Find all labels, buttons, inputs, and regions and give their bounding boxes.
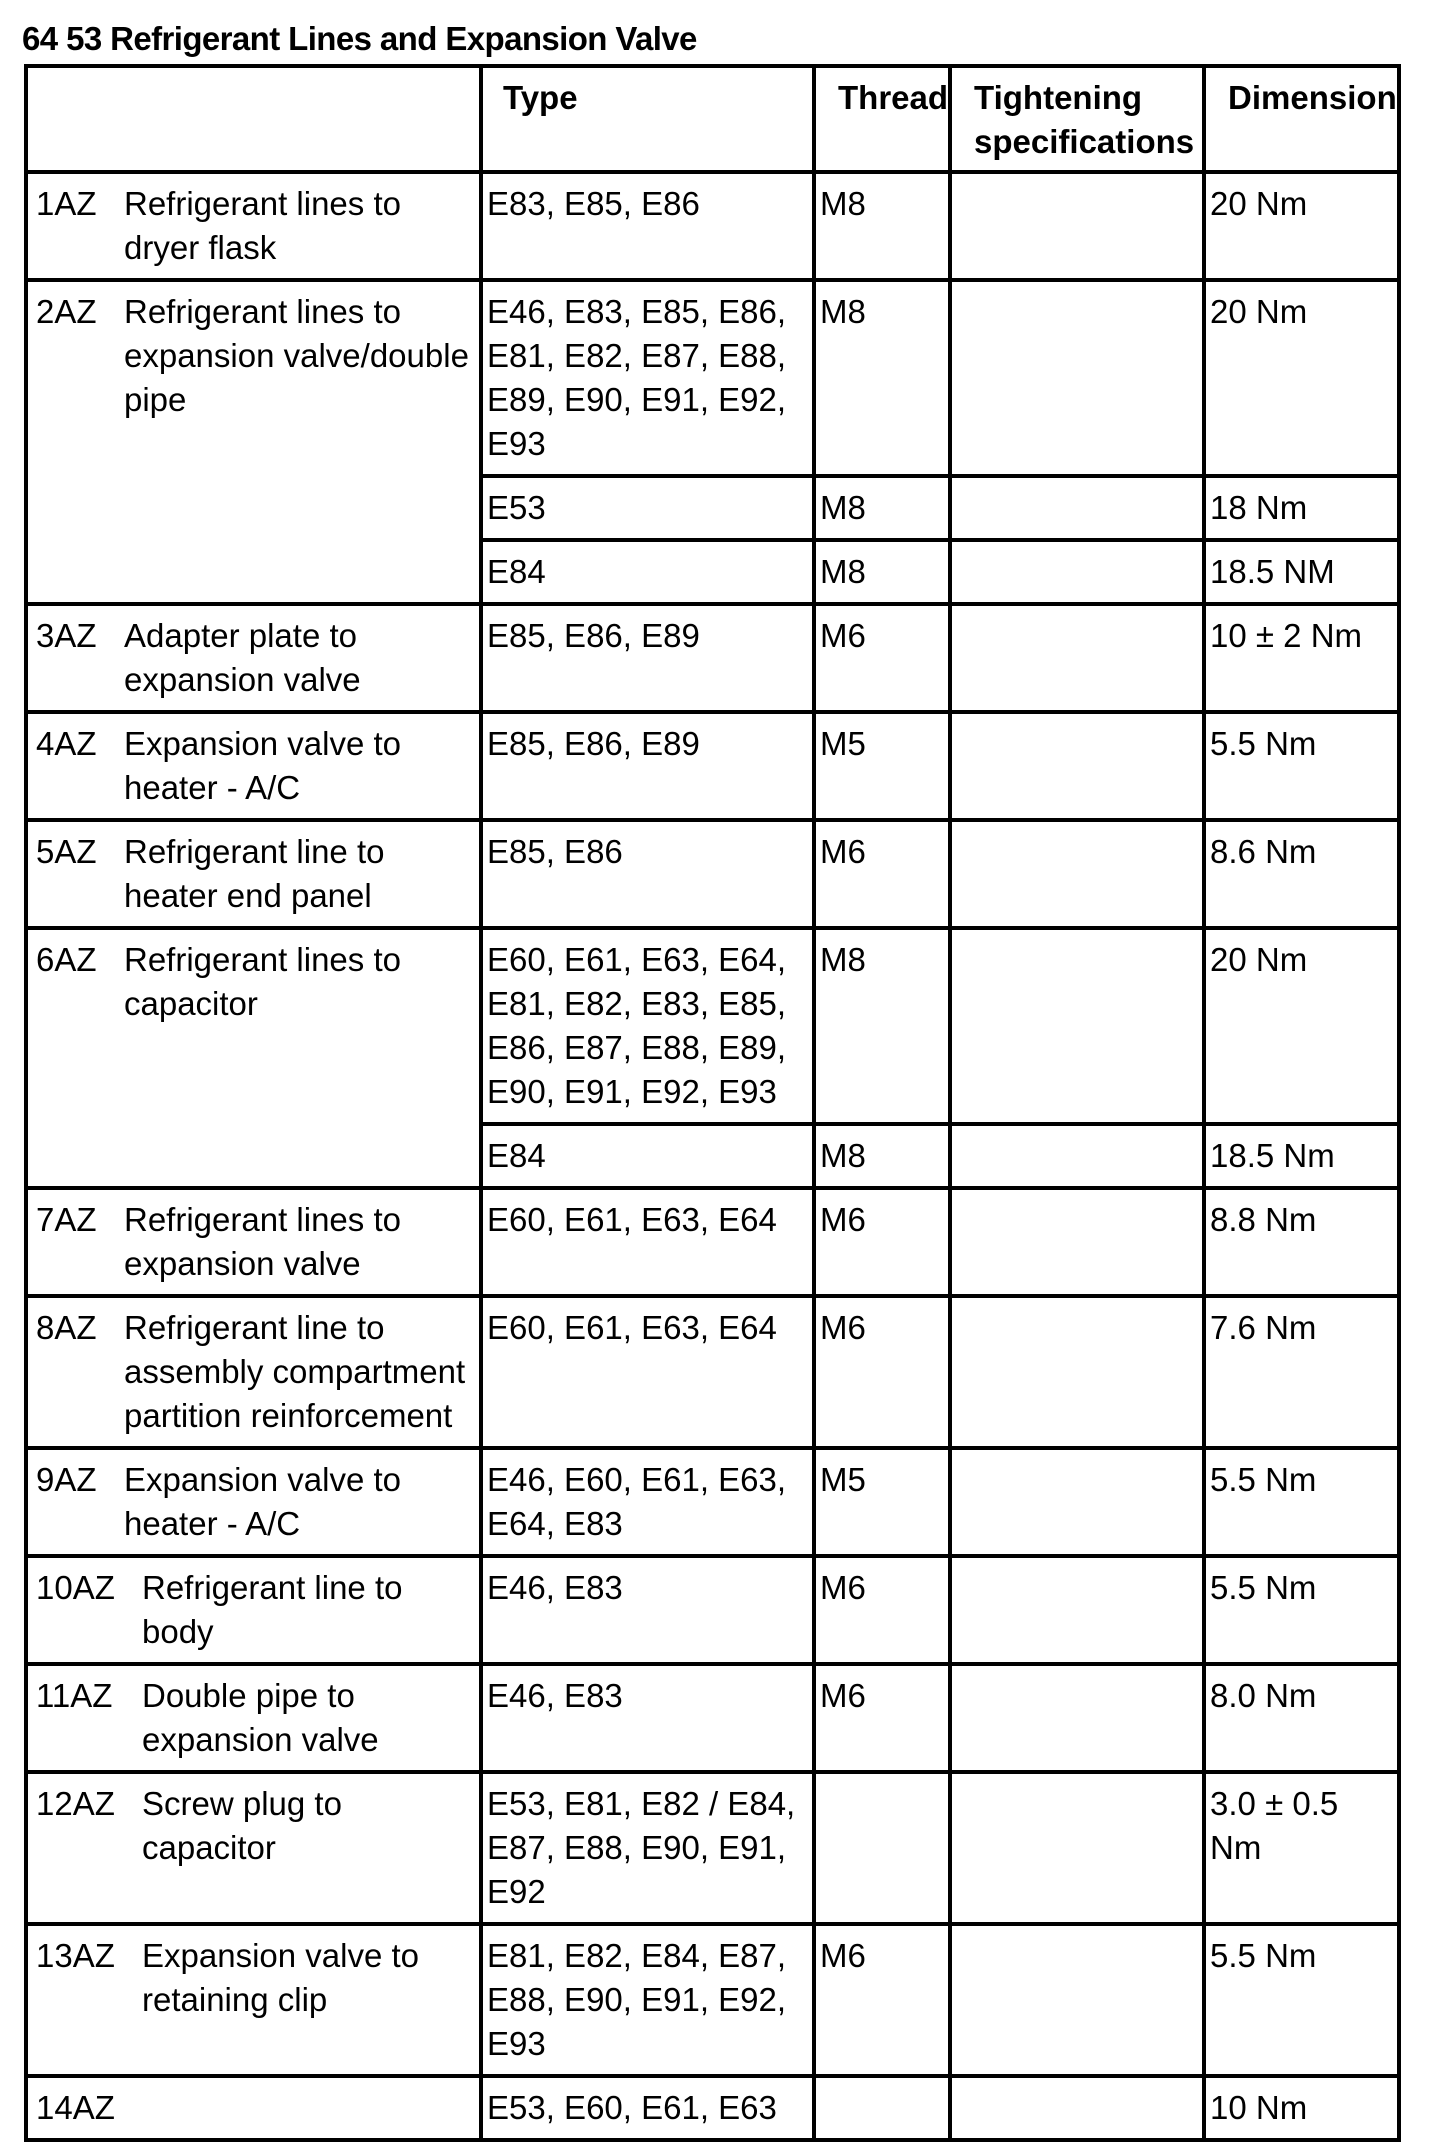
item-number: 3AZ — [36, 617, 97, 654]
dimension-cell — [1204, 540, 1399, 604]
table-row — [26, 172, 1399, 280]
item-description: Refrigerant lines to capacitor — [124, 941, 401, 1022]
item-number: 8AZ — [36, 1309, 97, 1346]
tightening-cell-text — [952, 822, 1202, 838]
thread-cell-text: M6 — [820, 1677, 866, 1714]
table-row — [26, 1772, 1399, 1924]
item-cell — [26, 820, 481, 928]
tightening-cell — [950, 1188, 1204, 1296]
tightening-cell-text — [952, 1666, 1202, 1682]
tightening-cell-text — [952, 1926, 1202, 1942]
tightening-cell-text — [952, 174, 1202, 190]
tightening-cell — [950, 712, 1204, 820]
thread-cell — [814, 476, 950, 540]
tightening-cell — [950, 280, 1204, 476]
thread-cell-text: M6 — [820, 1937, 866, 1974]
item-cell — [26, 2076, 481, 2140]
type-cell-text: E53, E60, E61, E63 — [487, 2089, 777, 2126]
item-cell — [26, 1924, 481, 2076]
thread-cell — [814, 1924, 950, 2076]
tightening-cell-text — [952, 606, 1202, 622]
type-cell-text: E60, E61, E63, E64 — [487, 1309, 777, 1346]
item-number: 12AZ — [36, 1785, 115, 1822]
tightening-cell — [950, 1924, 1204, 2076]
tightening-cell — [950, 928, 1204, 1124]
dimension-cell-text: 18.5 Nm — [1210, 1137, 1335, 1174]
item-cell — [26, 1296, 481, 1448]
dimension-cell-text: 5.5 Nm — [1210, 1461, 1317, 1498]
table-row — [26, 928, 1399, 1124]
type-cell — [481, 1296, 814, 1448]
type-cell-text: E60, E61, E63, E64, E81, E82, E83, E85, E86, E87, E88, E89, E90, E91, E92, E93 — [487, 941, 787, 1110]
table-row — [26, 280, 1399, 476]
table-row — [26, 712, 1399, 820]
tightening-cell — [950, 1556, 1204, 1664]
tightening-cell — [950, 540, 1204, 604]
item-description: Screw plug to capacitor — [142, 1785, 342, 1866]
tightening-cell-text — [952, 930, 1202, 946]
thread-cell — [814, 820, 950, 928]
item-number: 7AZ — [36, 1201, 97, 1238]
type-cell — [481, 280, 814, 476]
dimension-cell-text: 8.6 Nm — [1210, 833, 1317, 870]
header-type: Type — [481, 66, 814, 172]
header-item — [26, 66, 481, 172]
type-cell — [481, 604, 814, 712]
thread-cell-text — [816, 2078, 948, 2094]
tightening-cell-text — [952, 1774, 1202, 1790]
type-cell-text: E83, E85, E86 — [487, 185, 700, 222]
table-row — [26, 820, 1399, 928]
thread-cell-text: M8 — [820, 185, 866, 222]
type-cell — [481, 1664, 814, 1772]
dimension-cell — [1204, 820, 1399, 928]
tightening-cell-text — [952, 2078, 1202, 2094]
thread-cell — [814, 2076, 950, 2140]
item-cell — [26, 712, 481, 820]
item-cell — [26, 928, 481, 1188]
item-description — [142, 2086, 479, 2130]
item-cell — [26, 1664, 481, 1772]
item-number: 5AZ — [36, 833, 97, 870]
thread-cell-text: M6 — [820, 1569, 866, 1606]
dimension-cell-text: 20 Nm — [1210, 941, 1308, 978]
dimension-cell-text: 20 Nm — [1210, 293, 1308, 330]
dimension-cell — [1204, 2076, 1399, 2140]
tightening-cell — [950, 172, 1204, 280]
thread-cell — [814, 1124, 950, 1188]
thread-cell-text: M6 — [820, 1309, 866, 1346]
header-thread: Thread — [814, 66, 950, 172]
type-cell — [481, 1772, 814, 1924]
thread-cell — [814, 1188, 950, 1296]
item-number: 9AZ — [36, 1461, 97, 1498]
type-cell-text: E46, E83 — [487, 1677, 623, 1714]
page-title: 64 53 Refrigerant Lines and Expansion Valve — [22, 20, 697, 57]
item-cell — [26, 1448, 481, 1556]
item-number: 4AZ — [36, 725, 97, 762]
item-description: Refrigerant lines to expansion valve — [124, 1201, 401, 1282]
item-number: 2AZ — [36, 293, 97, 330]
thread-cell-text: M8 — [820, 489, 866, 526]
item-description: Expansion valve to heater - A/C — [124, 725, 402, 806]
dimension-cell — [1204, 1924, 1399, 2076]
dimension-cell — [1204, 1124, 1399, 1188]
item-description: Refrigerant line to assembly compartment partition reinforcement — [124, 1309, 466, 1434]
item-cell — [26, 1556, 481, 1664]
item-number: 11AZ — [36, 1677, 113, 1714]
dimension-cell — [1204, 712, 1399, 820]
dimension-cell — [1204, 604, 1399, 712]
tightening-cell-text — [952, 1126, 1202, 1142]
type-cell — [481, 172, 814, 280]
thread-cell-text: M5 — [820, 1461, 866, 1498]
dimension-cell-text: 18 Nm — [1210, 489, 1308, 526]
type-cell — [481, 540, 814, 604]
thread-cell — [814, 1296, 950, 1448]
item-description: Expansion valve to retaining clip — [142, 1937, 420, 2018]
tightening-cell — [950, 2076, 1204, 2140]
type-cell — [481, 1556, 814, 1664]
table-row — [26, 1556, 1399, 1664]
thread-cell-text: M8 — [820, 553, 866, 590]
table-row — [26, 1664, 1399, 1772]
dimension-cell-text: 3.0 ± 0.5 Nm — [1210, 1785, 1339, 1866]
item-description: Refrigerant lines to dryer flask — [124, 185, 401, 266]
item-number: 14AZ — [36, 2089, 115, 2126]
dimension-cell-text: 8.8 Nm — [1210, 1201, 1317, 1238]
type-cell-text: E81, E82, E84, E87, E88, E90, E91, E92, E93 — [487, 1937, 787, 2062]
header-dimension: Dimension — [1204, 66, 1399, 172]
thread-cell — [814, 1664, 950, 1772]
thread-cell — [814, 712, 950, 820]
dimension-cell — [1204, 928, 1399, 1124]
table-row — [26, 1296, 1399, 1448]
table-row — [26, 1188, 1399, 1296]
thread-cell-text: M6 — [820, 617, 866, 654]
type-cell-text: E60, E61, E63, E64 — [487, 1201, 777, 1238]
tightening-cell-text — [952, 1298, 1202, 1314]
dimension-cell-text: 7.6 Nm — [1210, 1309, 1317, 1346]
dimension-cell-text: 5.5 Nm — [1210, 1569, 1317, 1606]
dimension-cell-text: 20 Nm — [1210, 185, 1308, 222]
type-cell-text: E53, E81, E82 / E84, E87, E88, E90, E91, E92 — [487, 1785, 796, 1910]
item-description: Adapter plate to expansion valve — [124, 617, 361, 698]
dimension-cell — [1204, 1296, 1399, 1448]
dimension-cell — [1204, 476, 1399, 540]
thread-cell-text: M8 — [820, 1137, 866, 1174]
type-cell — [481, 1188, 814, 1296]
tightening-cell — [950, 604, 1204, 712]
item-number: 13AZ — [36, 1937, 115, 1974]
dimension-cell — [1204, 1772, 1399, 1924]
thread-cell-text: M5 — [820, 725, 866, 762]
thread-cell — [814, 540, 950, 604]
tightening-cell-text — [952, 478, 1202, 494]
type-cell-text: E85, E86 — [487, 833, 623, 870]
type-cell-text: E46, E83 — [487, 1569, 623, 1606]
tightening-cell — [950, 1448, 1204, 1556]
tightening-cell — [950, 1124, 1204, 1188]
type-cell — [481, 928, 814, 1124]
type-cell-text: E46, E83, E85, E86, E81, E82, E87, E88, E89, E90, E91, E92, E93 — [487, 293, 787, 462]
tightening-cell — [950, 820, 1204, 928]
item-description: Double pipe to expansion valve — [142, 1677, 379, 1758]
item-cell — [26, 172, 481, 280]
item-description: Refrigerant line to body — [142, 1569, 403, 1650]
type-cell-text: E84 — [487, 1137, 546, 1174]
item-cell — [26, 1772, 481, 1924]
dimension-cell — [1204, 280, 1399, 476]
tightening-cell — [950, 476, 1204, 540]
dimension-cell — [1204, 1664, 1399, 1772]
thread-cell — [814, 172, 950, 280]
tightening-cell-text — [952, 714, 1202, 730]
item-cell — [26, 1188, 481, 1296]
item-description: Refrigerant line to heater end panel — [124, 833, 385, 914]
item-description: Expansion valve to heater - A/C — [124, 1461, 402, 1542]
item-cell — [26, 280, 481, 604]
dimension-cell-text: 8.0 Nm — [1210, 1677, 1317, 1714]
thread-cell — [814, 604, 950, 712]
tightening-cell-text — [952, 1190, 1202, 1206]
dimension-cell-text: 18.5 NM — [1210, 553, 1335, 590]
type-cell — [481, 1124, 814, 1188]
dimension-cell-text: 10 Nm — [1210, 2089, 1308, 2126]
item-number: 6AZ — [36, 941, 97, 978]
thread-cell-text: M8 — [820, 293, 866, 330]
item-number: 10AZ — [36, 1569, 115, 1606]
type-cell-text: E53 — [487, 489, 546, 526]
thread-cell — [814, 928, 950, 1124]
dimension-cell — [1204, 1448, 1399, 1556]
thread-cell — [814, 280, 950, 476]
type-cell-text: E85, E86, E89 — [487, 617, 700, 654]
tightening-cell-text — [952, 282, 1202, 298]
thread-cell — [814, 1772, 950, 1924]
thread-cell-text: M8 — [820, 941, 866, 978]
spec-table — [24, 64, 1401, 2142]
item-cell — [26, 604, 481, 712]
tightening-cell — [950, 1772, 1204, 1924]
dimension-cell — [1204, 1556, 1399, 1664]
type-cell — [481, 2076, 814, 2140]
thread-cell — [814, 1556, 950, 1664]
header-tightening: Tightening specifications — [950, 66, 1204, 172]
table-row — [26, 604, 1399, 712]
item-description: Refrigerant lines to expansion valve/double pipe — [124, 293, 469, 418]
type-cell — [481, 820, 814, 928]
spec-table-body — [26, 172, 1399, 2140]
tightening-cell — [950, 1664, 1204, 1772]
thread-cell-text: M6 — [820, 1201, 866, 1238]
dimension-cell — [1204, 1188, 1399, 1296]
dimension-cell-text: 5.5 Nm — [1210, 725, 1317, 762]
item-number: 1AZ — [36, 185, 97, 222]
thread-cell-text: M6 — [820, 833, 866, 870]
thread-cell — [814, 1448, 950, 1556]
tightening-cell-text — [952, 542, 1202, 558]
table-row — [26, 1448, 1399, 1556]
table-row — [26, 2076, 1399, 2140]
type-cell — [481, 712, 814, 820]
tightening-cell-text — [952, 1558, 1202, 1574]
dimension-cell — [1204, 172, 1399, 280]
tightening-cell-text — [952, 1450, 1202, 1466]
type-cell-text: E84 — [487, 553, 546, 590]
dimension-cell-text: 10 ± 2 Nm — [1210, 617, 1363, 654]
table-row — [26, 1924, 1399, 2076]
type-cell — [481, 1924, 814, 2076]
type-cell-text: E85, E86, E89 — [487, 725, 700, 762]
type-cell — [481, 476, 814, 540]
header-row — [26, 66, 1399, 172]
tightening-cell — [950, 1296, 1204, 1448]
type-cell — [481, 1448, 814, 1556]
thread-cell-text — [816, 1774, 948, 1790]
type-cell-text: E46, E60, E61, E63, E64, E83 — [487, 1461, 787, 1542]
dimension-cell-text: 5.5 Nm — [1210, 1937, 1317, 1974]
